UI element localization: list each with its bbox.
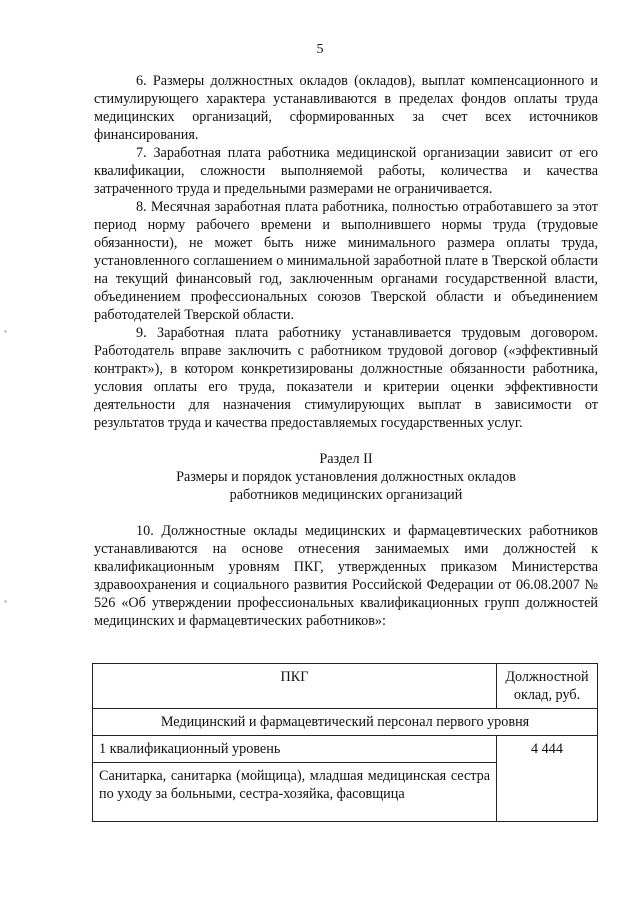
paragraph-6: 6. Размеры должностных окладов (окладов), выплат компенсационного и стимулирующего характера устанавливаются в пределах фондов оплаты труда медицинских организаций, сформированных за счет всех источников финансирования. — [94, 73, 598, 143]
section-heading-line-2: работников медицинских организаций — [229, 487, 463, 503]
level-salary: 4 444 — [497, 736, 598, 822]
paragraph-10: 10. Должностные оклады медицинских и фармацевтических работников устанавливаются на основе отнесения занимаемых ими должностей к квалификационным уровням ПКГ, утвержденных приказом Министерства здравоохранения и социального развития Российской Федерации от 06.08.2007 № 526 «Об утверждении профессиональных квалификационных групп должностей медицинских и фармацевтических работников»: — [94, 523, 598, 629]
page-number: 5 — [316, 42, 324, 57]
paragraph-8: 8. Месячная заработная плата работника, полностью отработавшего за этот период норму рабочего времени и выполнившего нормы труда (трудовые обязанности), не может быть ниже минимального размера оплаты труда, установленного соглашением о минимальной заработной плате в Тверской области на текущий финансовый год, заключенным органами государственной власти, объединением профессиональных союзов Тверской области и объединением работодателей Тверской области. — [94, 199, 598, 323]
header-pkg: ПКГ — [93, 664, 497, 709]
level-positions: Санитарка, санитарка (мойщица), младшая медицинская сестра по уходу за больными, сестра-хозяйка, фасовщица — [93, 763, 497, 822]
section-heading-line-1: Размеры и порядок установления должностных окладов — [176, 469, 516, 485]
margin-mark — [4, 330, 7, 333]
level-label: 1 квалификационный уровень — [93, 736, 497, 763]
section-number: Раздел II — [319, 451, 373, 467]
table-group-row — [93, 709, 598, 736]
table-header-row — [93, 664, 598, 709]
salary-table — [92, 663, 598, 822]
document-body — [94, 72, 598, 630]
group-title: Медицинский и фармацевтический персонал первого уровня — [93, 709, 598, 736]
table-row-level — [93, 736, 598, 763]
paragraph-9: 9. Заработная плата работнику устанавливается трудовым договором. Работодатель вправе заключить с работником трудовой договор («эффективный контракт»), в котором конкретизированы должностные обязанности работника, условия оплаты его труда, показатели и критерии оценки эффективности деятельности для назначения стимулирующих выплат в зависимости от результатов труда и качества предоставляемых государственных услуг. — [94, 325, 598, 431]
header-salary: Должностной оклад, руб. — [497, 664, 598, 709]
section-heading — [94, 468, 598, 504]
paragraph-7: 7. Заработная плата работника медицинской организации зависит от его квалификации, сложности выполняемой работы, количества и качества затраченного труда и предельными размерами не ограничивается. — [94, 145, 598, 197]
margin-mark — [4, 600, 7, 603]
